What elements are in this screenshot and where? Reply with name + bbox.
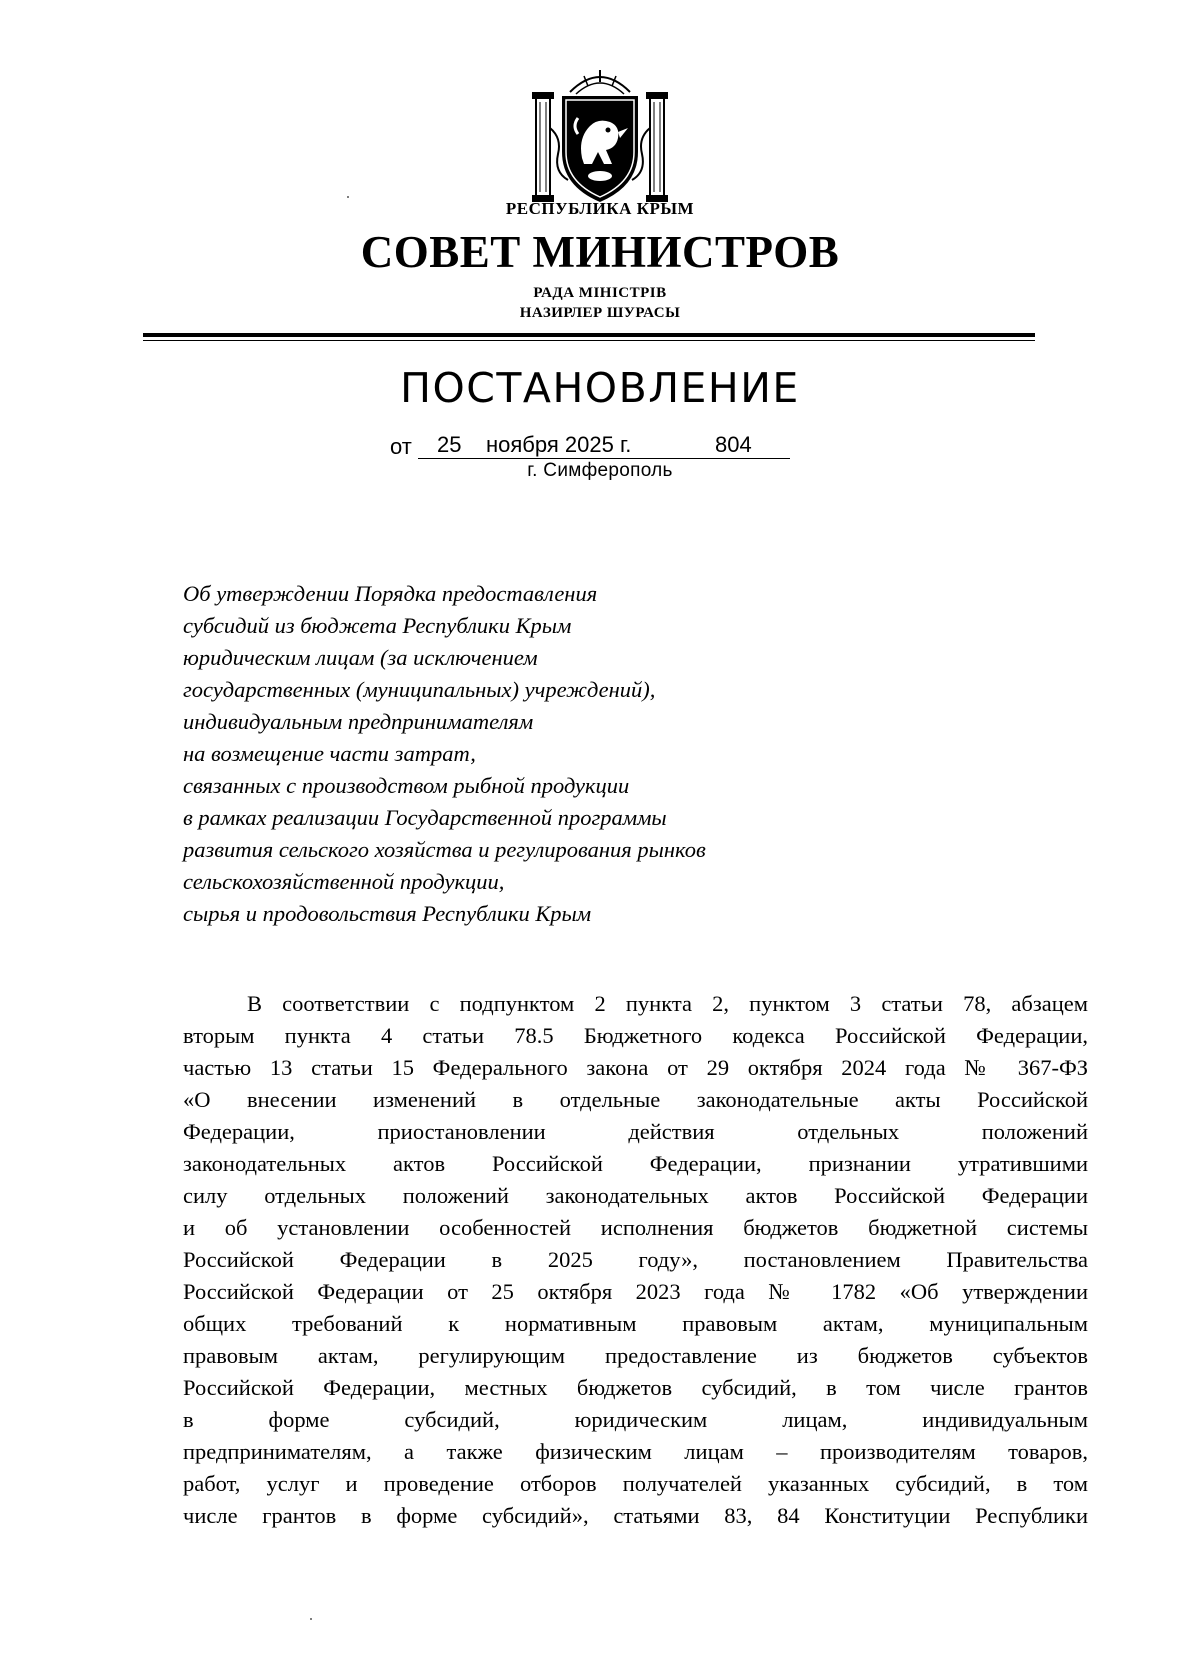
decree-title	[183, 578, 883, 930]
scan-speck	[347, 196, 349, 198]
title-line: сырья и продовольствия Республики Крым	[183, 901, 592, 926]
scan-speck	[310, 1618, 312, 1620]
body-line: Российской Федерации, местных бюджетов субсидий, в том числе грантов	[183, 1375, 1088, 1400]
title-line: юридическим лицам (за исключением	[183, 645, 538, 670]
body-line: в форме субсидий, юридическим лицам, индивидуальным	[183, 1407, 1088, 1432]
decree-month-year: ноября 2025 г.	[486, 432, 632, 457]
body-line: Федерации, приостановлении действия отдельных положений	[183, 1119, 1088, 1144]
body-line: «О внесении изменений в отдельные законодательные акты Российской	[183, 1087, 1088, 1112]
decree-day: 25	[437, 432, 462, 457]
header-divider-thick	[143, 333, 1035, 337]
body-line: и об установлении особенностей исполнения бюджетов бюджетной системы	[183, 1215, 1088, 1240]
body-line: предпринимателям, а также физическим лицам – производителям товаров,	[183, 1439, 1088, 1464]
decree-type: ПОСТАНОВЛЕНИЕ	[400, 364, 800, 412]
title-line: в рамках реализации Государственной программы	[183, 805, 667, 830]
body-line: законодательных актов Российской Федерации, признании утратившими	[183, 1151, 1088, 1176]
body-line: частью 13 статьи 15 Федерального закона от 29 октября 2024 года № 367-ФЗ	[183, 1055, 1088, 1080]
body-line: Российской Федерации от 25 октября 2023 года № 1782 «Об утверждении	[183, 1279, 1088, 1304]
crimea-coat-of-arms-icon	[532, 68, 668, 208]
body-line: правовым актам, регулирующим предоставление из бюджетов субъектов	[183, 1343, 1088, 1368]
republic-name: РЕСПУБЛИКА КРЫМ	[505, 199, 695, 218]
title-line: сельскохозяйственной продукции,	[183, 869, 505, 894]
body-line: вторым пункта 4 статьи 78.5 Бюджетного кодекса Российской Федерации,	[183, 1023, 1088, 1048]
council-title-crimean-tatar: НАЗИРЛЕР ШУРАСЫ	[519, 305, 681, 321]
title-line: субсидий из бюджета Республики Крым	[183, 613, 572, 638]
title-line: государственных (муниципальных) учреждений),	[183, 677, 656, 702]
body-line: общих требований к нормативным правовым актам, муниципальным	[183, 1311, 1088, 1336]
council-title-ukrainian: РАДА МІНІСТРІВ	[533, 285, 667, 301]
header-divider-thin	[143, 340, 1035, 341]
title-line: индивидуальным предпринимателям	[183, 709, 534, 734]
dateline-underline	[418, 458, 790, 459]
title-line: развития сельского хозяйства и регулирования рынков	[183, 837, 706, 862]
decree-number: 804	[715, 432, 752, 457]
council-title: СОВЕТ МИНИСТРОВ	[360, 227, 840, 277]
decree-body-paragraph	[183, 988, 1088, 1532]
body-line: В соответствии с подпунктом 2 пункта 2, пунктом 3 статьи 78, абзацем	[247, 991, 1088, 1016]
title-line: на возмещение части затрат,	[183, 741, 476, 766]
body-line: Российской Федерации в 2025 году», постановлением Правительства	[183, 1247, 1088, 1272]
body-line: работ, услуг и проведение отборов получателей указанных субсидий, в том	[183, 1471, 1088, 1496]
body-line: числе грантов в форме субсидий», статьями 83, 84 Конституции Республики	[183, 1503, 1088, 1528]
body-line: силу отдельных положений законодательных актов Российской Федерации	[183, 1183, 1088, 1208]
title-line: связанных с производством рыбной продукции	[183, 773, 630, 798]
date-prefix: от	[390, 434, 412, 459]
decree-city: г. Симферополь	[527, 460, 673, 481]
title-line: Об утверждении Порядка предоставления	[183, 581, 598, 606]
